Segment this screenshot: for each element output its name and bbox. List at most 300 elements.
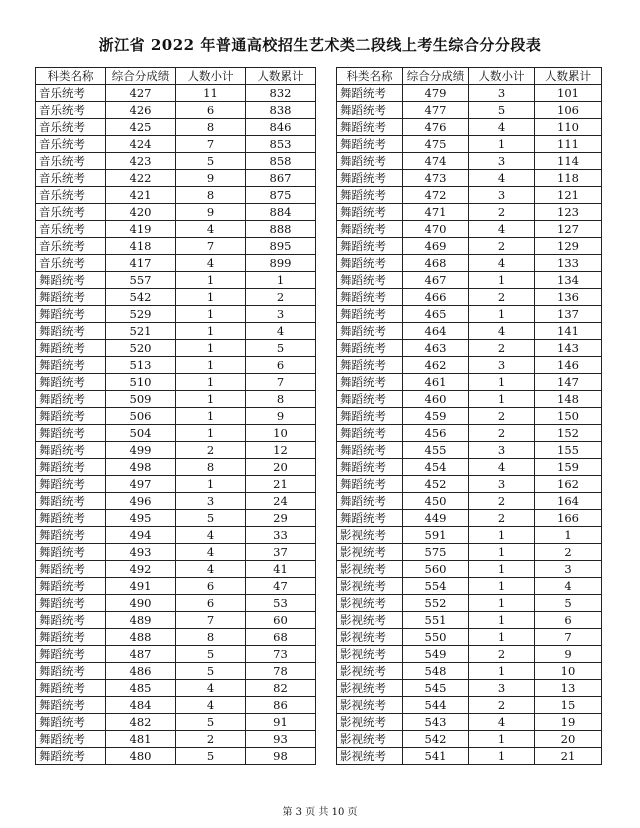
cell-cumulative: 858: [246, 153, 316, 170]
cell-score: 459: [403, 408, 469, 425]
cell-score: 552: [403, 595, 469, 612]
cell-score: 513: [106, 357, 176, 374]
page-title: 浙江省 2022 年普通高校招生艺术类二段线上考生综合分分段表: [98, 36, 542, 54]
cell-subject: 舞蹈统考: [36, 680, 106, 697]
cell-subject: 影视统考: [337, 595, 403, 612]
cell-score: 456: [403, 425, 469, 442]
cell-score: 541: [403, 748, 469, 765]
cell-score: 486: [106, 663, 176, 680]
cell-subject: 舞蹈统考: [337, 85, 403, 102]
cell-count: 6: [176, 102, 246, 119]
cell-cumulative: 3: [246, 306, 316, 323]
cell-count: 2: [469, 340, 535, 357]
table-row: [36, 561, 316, 578]
table-row: [337, 459, 602, 476]
cell-count: 3: [469, 680, 535, 697]
cell-count: 7: [176, 136, 246, 153]
cell-cumulative: 9: [246, 408, 316, 425]
cell-count: 4: [176, 544, 246, 561]
cell-score: 493: [106, 544, 176, 561]
cell-subject: 舞蹈统考: [337, 272, 403, 289]
cell-subject: 舞蹈统考: [36, 408, 106, 425]
cell-cumulative: 899: [246, 255, 316, 272]
cell-count: 11: [176, 85, 246, 102]
cell-count: 1: [469, 391, 535, 408]
cell-score: 454: [403, 459, 469, 476]
cell-subject: 舞蹈统考: [36, 306, 106, 323]
cell-subject: 影视统考: [337, 612, 403, 629]
cell-subject: 影视统考: [337, 714, 403, 731]
cell-count: 4: [176, 561, 246, 578]
cell-count: 9: [176, 204, 246, 221]
cell-cumulative: 121: [535, 187, 602, 204]
cell-cumulative: 6: [246, 357, 316, 374]
cell-subject: 影视统考: [337, 561, 403, 578]
cell-cumulative: 166: [535, 510, 602, 527]
cell-subject: 舞蹈统考: [337, 408, 403, 425]
cell-count: 5: [176, 153, 246, 170]
cell-count: 4: [469, 459, 535, 476]
cell-count: 8: [176, 629, 246, 646]
cell-cumulative: 110: [535, 119, 602, 136]
cell-cumulative: 111: [535, 136, 602, 153]
cell-score: 548: [403, 663, 469, 680]
cell-score: 481: [106, 731, 176, 748]
cell-score: 489: [106, 612, 176, 629]
cell-score: 471: [403, 204, 469, 221]
cell-count: 1: [176, 323, 246, 340]
cell-cumulative: 867: [246, 170, 316, 187]
cell-cumulative: 82: [246, 680, 316, 697]
cell-score: 462: [403, 357, 469, 374]
table-row: [337, 731, 602, 748]
cell-cumulative: 2: [246, 289, 316, 306]
cell-score: 545: [403, 680, 469, 697]
cell-cumulative: 118: [535, 170, 602, 187]
table-header-row: [36, 68, 316, 85]
cell-score: 488: [106, 629, 176, 646]
cell-cumulative: 15: [535, 697, 602, 714]
cell-cumulative: 884: [246, 204, 316, 221]
table-row: [36, 527, 316, 544]
table-row: [36, 510, 316, 527]
cell-score: 426: [106, 102, 176, 119]
cell-subject: 舞蹈统考: [337, 289, 403, 306]
table-row: [36, 238, 316, 255]
cell-count: 1: [176, 391, 246, 408]
cell-score: 422: [106, 170, 176, 187]
table-row: [337, 612, 602, 629]
cell-subject: 舞蹈统考: [36, 697, 106, 714]
cell-cumulative: 5: [535, 595, 602, 612]
cell-subject: 音乐统考: [36, 136, 106, 153]
cell-count: 1: [469, 374, 535, 391]
cell-score: 499: [106, 442, 176, 459]
cell-score: 419: [106, 221, 176, 238]
table-row: [36, 85, 316, 102]
cell-subject: 影视统考: [337, 646, 403, 663]
cell-cumulative: 1: [246, 272, 316, 289]
cell-cumulative: 7: [535, 629, 602, 646]
cell-subject: 舞蹈统考: [337, 510, 403, 527]
table-row: [337, 102, 602, 119]
cell-score: 465: [403, 306, 469, 323]
cell-score: 475: [403, 136, 469, 153]
table-row: [36, 340, 316, 357]
cell-cumulative: 141: [535, 323, 602, 340]
cell-count: 1: [469, 561, 535, 578]
cell-subject: 舞蹈统考: [36, 323, 106, 340]
cell-cumulative: 895: [246, 238, 316, 255]
cell-subject: 舞蹈统考: [36, 493, 106, 510]
cell-cumulative: 20: [535, 731, 602, 748]
cell-cumulative: 853: [246, 136, 316, 153]
page-footer: 第 3 页 共 10 页: [282, 807, 358, 818]
cell-subject: 舞蹈统考: [36, 340, 106, 357]
cell-count: 3: [469, 187, 535, 204]
cell-score: 506: [106, 408, 176, 425]
cell-score: 482: [106, 714, 176, 731]
cell-subject: 舞蹈统考: [337, 153, 403, 170]
cell-subject: 影视统考: [337, 544, 403, 561]
column-header-subject: 科类名称: [36, 68, 106, 85]
column-header-count: 人数小计: [469, 68, 535, 85]
cell-subject: 舞蹈统考: [337, 323, 403, 340]
table-row: [36, 204, 316, 221]
table-row: [337, 391, 602, 408]
cell-cumulative: 164: [535, 493, 602, 510]
cell-subject: 舞蹈统考: [337, 425, 403, 442]
cell-count: 1: [176, 340, 246, 357]
cell-count: 1: [469, 578, 535, 595]
cell-cumulative: 129: [535, 238, 602, 255]
cell-cumulative: 888: [246, 221, 316, 238]
cell-count: 1: [469, 595, 535, 612]
cell-subject: 舞蹈统考: [36, 595, 106, 612]
cell-score: 504: [106, 425, 176, 442]
cell-cumulative: 106: [535, 102, 602, 119]
cell-cumulative: 98: [246, 748, 316, 765]
cell-score: 487: [106, 646, 176, 663]
table-row: [36, 391, 316, 408]
cell-score: 470: [403, 221, 469, 238]
cell-subject: 舞蹈统考: [337, 340, 403, 357]
cell-subject: 舞蹈统考: [36, 425, 106, 442]
cell-subject: 舞蹈统考: [36, 391, 106, 408]
cell-cumulative: 134: [535, 272, 602, 289]
cell-count: 1: [176, 357, 246, 374]
cell-cumulative: 846: [246, 119, 316, 136]
cell-score: 484: [106, 697, 176, 714]
cell-count: 1: [469, 136, 535, 153]
table-row: [337, 238, 602, 255]
cell-cumulative: 53: [246, 595, 316, 612]
cell-subject: 舞蹈统考: [337, 476, 403, 493]
cell-count: 1: [469, 527, 535, 544]
cell-subject: 舞蹈统考: [36, 731, 106, 748]
cell-cumulative: 150: [535, 408, 602, 425]
cell-subject: 舞蹈统考: [337, 170, 403, 187]
cell-score: 449: [403, 510, 469, 527]
cell-score: 460: [403, 391, 469, 408]
table-row: [36, 476, 316, 493]
cell-count: 8: [176, 187, 246, 204]
cell-score: 421: [106, 187, 176, 204]
cell-subject: 音乐统考: [36, 221, 106, 238]
cell-subject: 舞蹈统考: [36, 510, 106, 527]
cell-cumulative: 93: [246, 731, 316, 748]
cell-count: 4: [469, 221, 535, 238]
table-row: [36, 714, 316, 731]
cell-count: 3: [469, 442, 535, 459]
cell-score: 551: [403, 612, 469, 629]
cell-count: 1: [469, 544, 535, 561]
cell-score: 509: [106, 391, 176, 408]
cell-count: 1: [469, 306, 535, 323]
cell-cumulative: 41: [246, 561, 316, 578]
cell-cumulative: 3: [535, 561, 602, 578]
cell-cumulative: 12: [246, 442, 316, 459]
cell-cumulative: 101: [535, 85, 602, 102]
cell-score: 472: [403, 187, 469, 204]
cell-count: 4: [176, 255, 246, 272]
cell-cumulative: 838: [246, 102, 316, 119]
cell-cumulative: 875: [246, 187, 316, 204]
table-row: [36, 102, 316, 119]
cell-cumulative: 19: [535, 714, 602, 731]
cell-subject: 舞蹈统考: [337, 493, 403, 510]
cell-cumulative: 7: [246, 374, 316, 391]
cell-count: 1: [469, 748, 535, 765]
cell-subject: 音乐统考: [36, 255, 106, 272]
table-row: [337, 680, 602, 697]
cell-cumulative: 1: [535, 527, 602, 544]
column-header-subject: 科类名称: [337, 68, 403, 85]
table-row: [337, 748, 602, 765]
table-row: [337, 85, 602, 102]
cell-subject: 舞蹈统考: [337, 374, 403, 391]
cell-count: 5: [176, 510, 246, 527]
cell-subject: 舞蹈统考: [36, 442, 106, 459]
cell-score: 425: [106, 119, 176, 136]
table-row: [337, 272, 602, 289]
cell-count: 1: [176, 272, 246, 289]
cell-score: 557: [106, 272, 176, 289]
cell-subject: 舞蹈统考: [36, 374, 106, 391]
cell-cumulative: 9: [535, 646, 602, 663]
cell-score: 591: [403, 527, 469, 544]
cell-score: 466: [403, 289, 469, 306]
cell-score: 494: [106, 527, 176, 544]
cell-count: 6: [176, 595, 246, 612]
cell-score: 474: [403, 153, 469, 170]
cell-count: 1: [469, 612, 535, 629]
table-row: [36, 255, 316, 272]
cell-score: 542: [403, 731, 469, 748]
cell-count: 2: [469, 408, 535, 425]
cell-score: 520: [106, 340, 176, 357]
table-row: [36, 119, 316, 136]
table-row: [36, 272, 316, 289]
table-row: [337, 340, 602, 357]
cell-cumulative: 68: [246, 629, 316, 646]
cell-count: 4: [176, 221, 246, 238]
cell-subject: 舞蹈统考: [36, 629, 106, 646]
cell-score: 423: [106, 153, 176, 170]
cell-score: 490: [106, 595, 176, 612]
table-row: [337, 357, 602, 374]
cell-score: 550: [403, 629, 469, 646]
cell-score: 461: [403, 374, 469, 391]
cell-score: 476: [403, 119, 469, 136]
cell-subject: 影视统考: [337, 629, 403, 646]
table-row: [337, 136, 602, 153]
table-row: [337, 527, 602, 544]
cell-cumulative: 5: [246, 340, 316, 357]
cell-count: 1: [469, 272, 535, 289]
cell-subject: 舞蹈统考: [36, 357, 106, 374]
cell-cumulative: 4: [535, 578, 602, 595]
cell-score: 473: [403, 170, 469, 187]
cell-subject: 影视统考: [337, 731, 403, 748]
table-row: [337, 629, 602, 646]
cell-cumulative: 21: [535, 748, 602, 765]
cell-subject: 舞蹈统考: [337, 136, 403, 153]
cell-cumulative: 133: [535, 255, 602, 272]
cell-cumulative: 21: [246, 476, 316, 493]
cell-count: 2: [469, 697, 535, 714]
cell-count: 2: [176, 442, 246, 459]
cell-count: 2: [469, 204, 535, 221]
cell-cumulative: 127: [535, 221, 602, 238]
table-row: [36, 323, 316, 340]
cell-cumulative: 37: [246, 544, 316, 561]
cell-cumulative: 162: [535, 476, 602, 493]
cell-subject: 影视统考: [337, 680, 403, 697]
cell-subject: 舞蹈统考: [36, 272, 106, 289]
cell-score: 491: [106, 578, 176, 595]
table-row: [337, 697, 602, 714]
cell-score: 549: [403, 646, 469, 663]
cell-score: 464: [403, 323, 469, 340]
cell-score: 492: [106, 561, 176, 578]
cell-score: 510: [106, 374, 176, 391]
cell-subject: 舞蹈统考: [36, 459, 106, 476]
table-row: [337, 374, 602, 391]
table-row: [337, 714, 602, 731]
cell-subject: 舞蹈统考: [337, 119, 403, 136]
cell-cumulative: 159: [535, 459, 602, 476]
cell-cumulative: 60: [246, 612, 316, 629]
table-row: [337, 153, 602, 170]
cell-count: 1: [469, 663, 535, 680]
cell-cumulative: 832: [246, 85, 316, 102]
cell-cumulative: 155: [535, 442, 602, 459]
cell-score: 417: [106, 255, 176, 272]
cell-subject: 舞蹈统考: [337, 459, 403, 476]
cell-score: 450: [403, 493, 469, 510]
table-row: [36, 306, 316, 323]
cell-count: 2: [469, 289, 535, 306]
cell-subject: 影视统考: [337, 748, 403, 765]
table-row: [36, 459, 316, 476]
cell-count: 2: [469, 493, 535, 510]
cell-count: 1: [176, 374, 246, 391]
table-row: [337, 306, 602, 323]
cell-score: 575: [403, 544, 469, 561]
table-row: [337, 493, 602, 510]
cell-score: 479: [403, 85, 469, 102]
cell-cumulative: 29: [246, 510, 316, 527]
cell-score: 497: [106, 476, 176, 493]
cell-score: 468: [403, 255, 469, 272]
cell-cumulative: 4: [246, 323, 316, 340]
cell-count: 5: [176, 646, 246, 663]
table-row: [36, 374, 316, 391]
cell-subject: 舞蹈统考: [36, 714, 106, 731]
column-header-cumulative: 人数累计: [246, 68, 316, 85]
cell-subject: 舞蹈统考: [36, 578, 106, 595]
table-row: [36, 221, 316, 238]
table-row: [36, 731, 316, 748]
cell-cumulative: 8: [246, 391, 316, 408]
cell-score: 463: [403, 340, 469, 357]
cell-count: 2: [469, 510, 535, 527]
cell-cumulative: 10: [535, 663, 602, 680]
cell-count: 9: [176, 170, 246, 187]
column-header-cumulative: 人数累计: [535, 68, 602, 85]
cell-score: 427: [106, 85, 176, 102]
table-row: [36, 153, 316, 170]
cell-subject: 舞蹈统考: [337, 102, 403, 119]
cell-subject: 舞蹈统考: [337, 442, 403, 459]
table-row: [36, 170, 316, 187]
table-row: [337, 289, 602, 306]
cell-score: 495: [106, 510, 176, 527]
cell-score: 496: [106, 493, 176, 510]
cell-subject: 舞蹈统考: [337, 357, 403, 374]
cell-count: 2: [469, 646, 535, 663]
table-row: [337, 595, 602, 612]
table-row: [36, 289, 316, 306]
cell-count: 4: [176, 680, 246, 697]
cell-cumulative: 114: [535, 153, 602, 170]
cell-count: 7: [176, 238, 246, 255]
cell-count: 1: [469, 629, 535, 646]
cell-score: 477: [403, 102, 469, 119]
cell-count: 4: [176, 527, 246, 544]
table-row: [337, 408, 602, 425]
cell-cumulative: 33: [246, 527, 316, 544]
cell-subject: 影视统考: [337, 578, 403, 595]
cell-score: 469: [403, 238, 469, 255]
cell-count: 5: [176, 714, 246, 731]
table-row: [337, 221, 602, 238]
cell-count: 3: [469, 357, 535, 374]
cell-cumulative: 2: [535, 544, 602, 561]
cell-subject: 舞蹈统考: [36, 289, 106, 306]
cell-subject: 音乐统考: [36, 85, 106, 102]
cell-subject: 舞蹈统考: [337, 187, 403, 204]
cell-count: 3: [469, 476, 535, 493]
cell-subject: 舞蹈统考: [337, 391, 403, 408]
cell-count: 1: [176, 425, 246, 442]
cell-cumulative: 24: [246, 493, 316, 510]
cell-count: 4: [176, 697, 246, 714]
cell-count: 5: [469, 102, 535, 119]
cell-count: 3: [176, 493, 246, 510]
cell-subject: 舞蹈统考: [337, 204, 403, 221]
